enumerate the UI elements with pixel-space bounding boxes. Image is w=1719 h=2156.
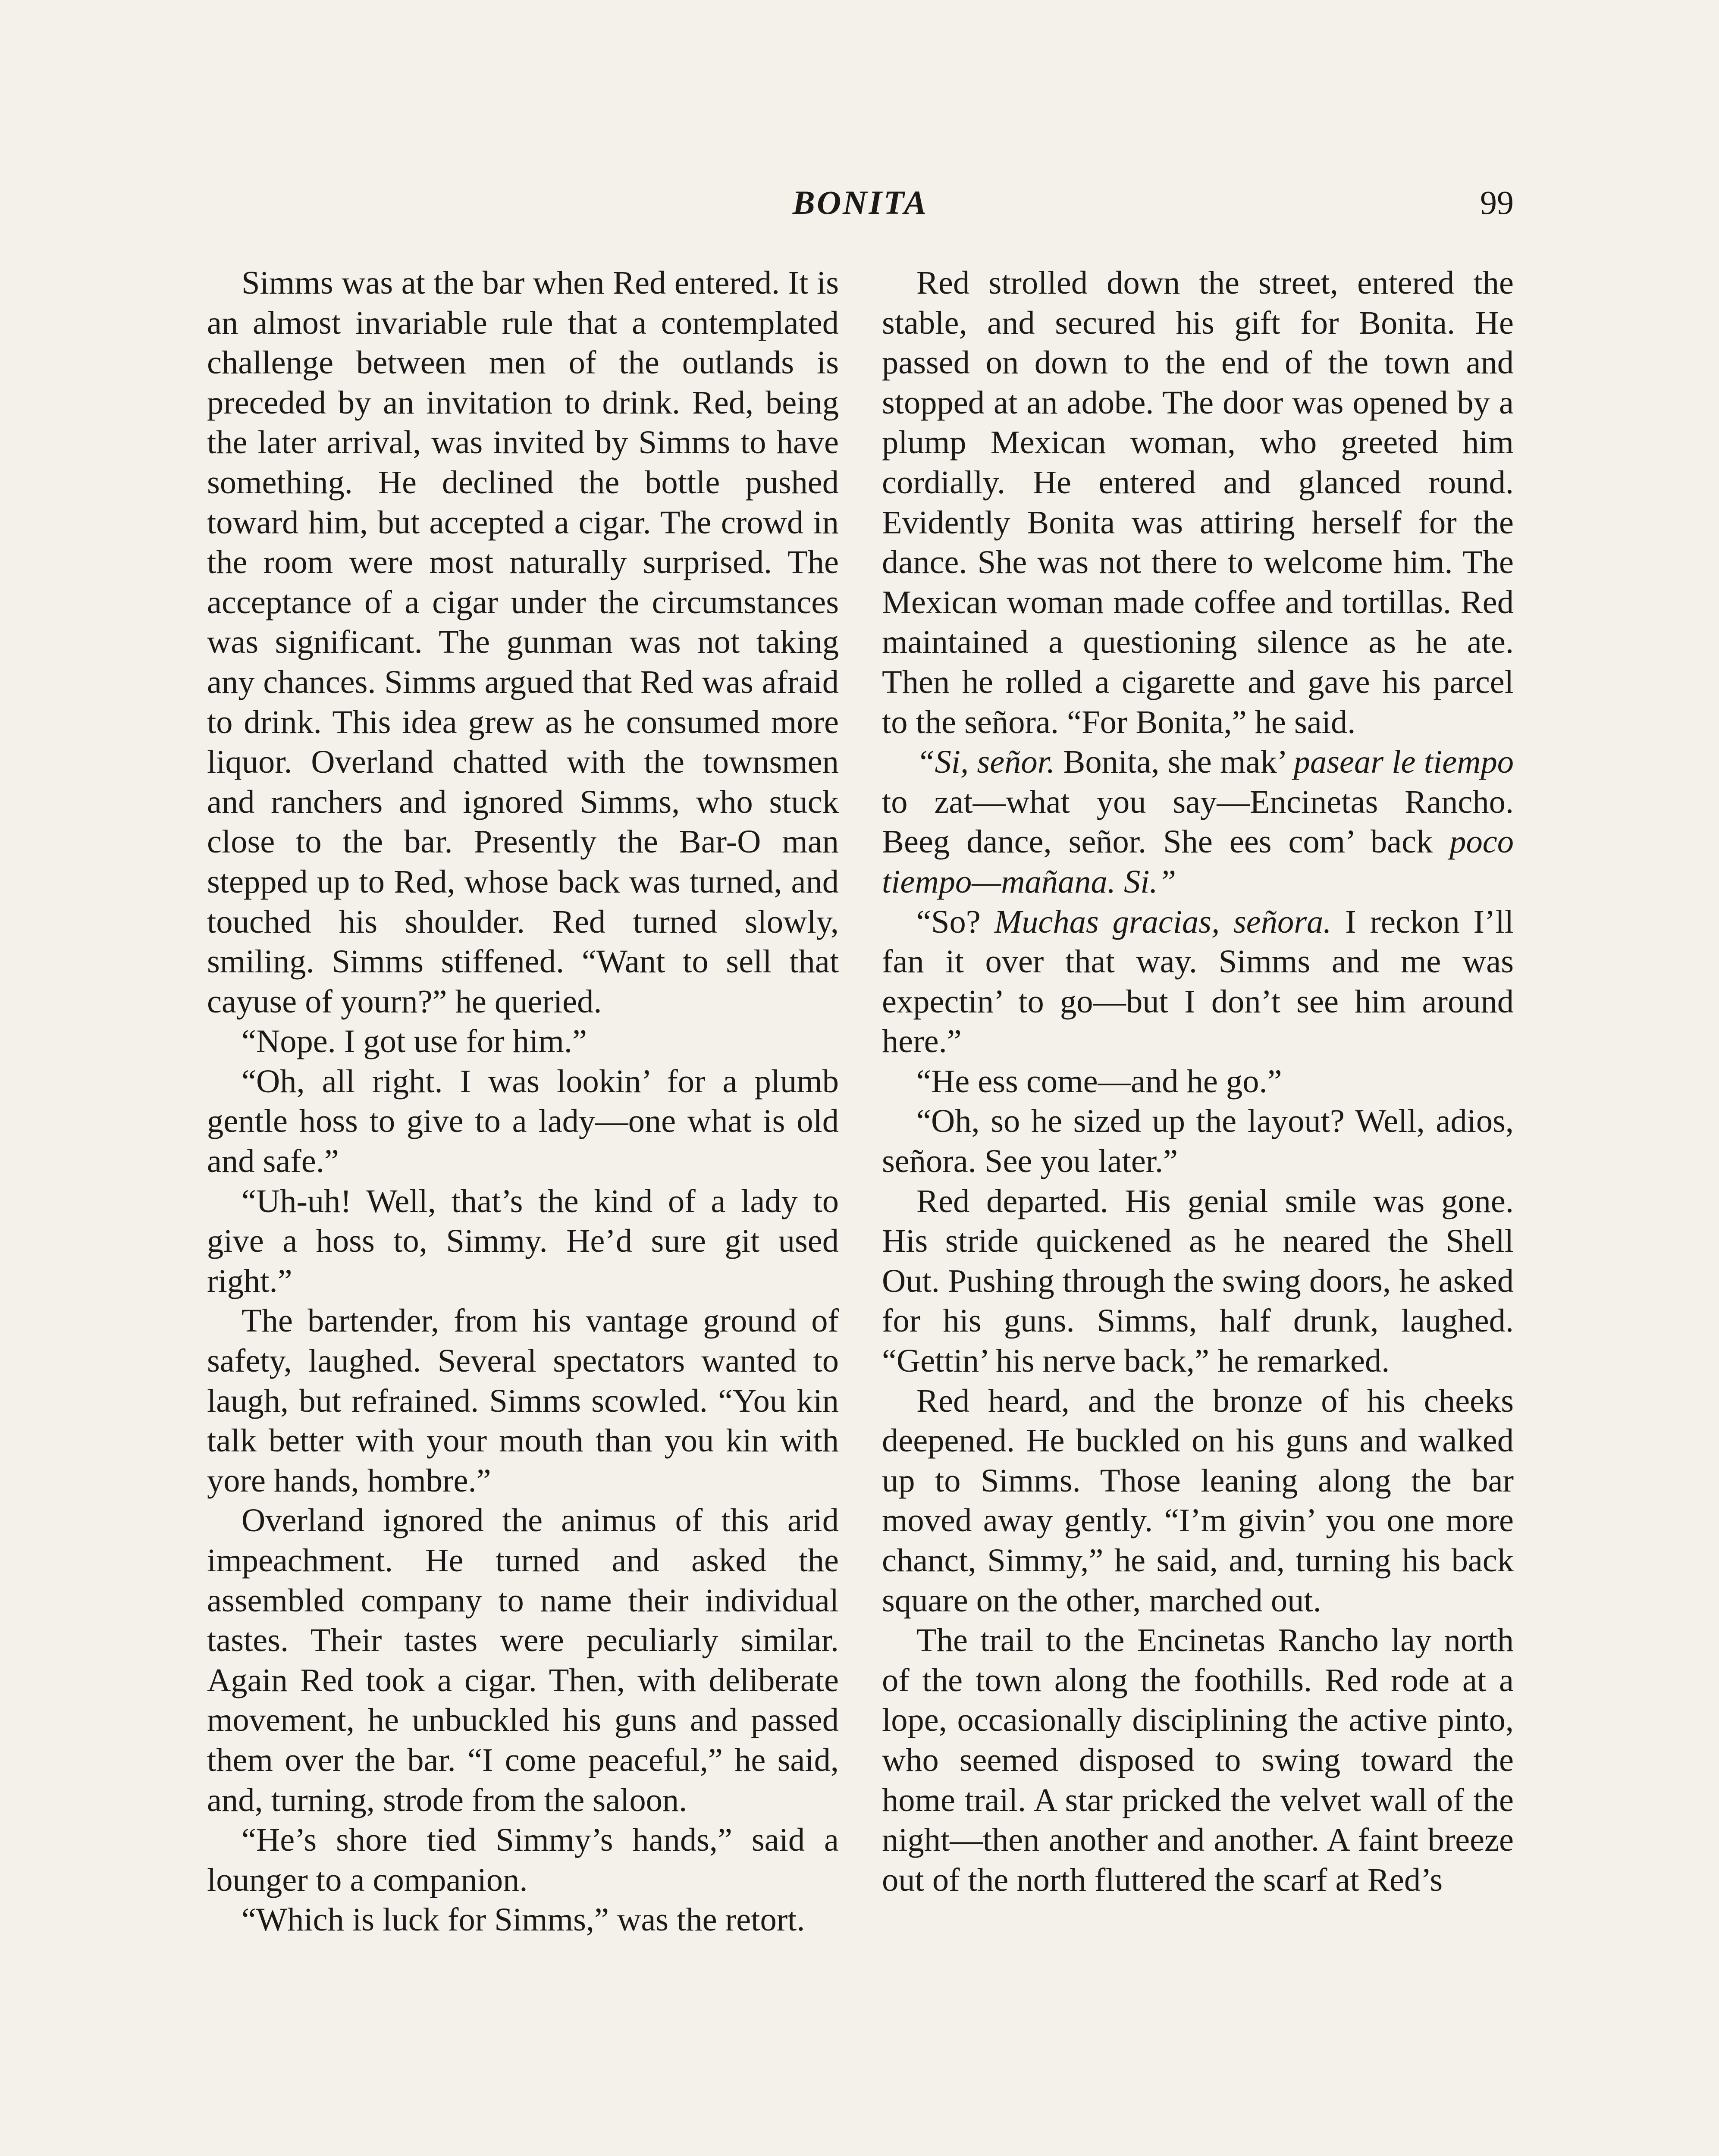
column-right — [882, 263, 1514, 2156]
text-columns — [207, 263, 1514, 2156]
italic-span: “Si, señor. — [916, 743, 1055, 780]
paragraph: “Oh, so he sized up the layout? Well, adios, señora. See you later.” — [882, 1103, 1514, 1180]
paragraph: The trail to the Encinetas Rancho lay north of the town along the foothills. Red rode at a lope, occasionally disciplining the active pinto, who seemed disposed to swing toward the home trail. A star pricked the velvet wall of the night—then another and another. A faint breeze out of the north fluttered the scarf at Red’s — [882, 1622, 1514, 1898]
text-span: Bonita, she mak’ — [1055, 743, 1294, 780]
italic-span: poco tiempo—mañana. Si.” — [882, 823, 1514, 900]
page-header — [207, 183, 1514, 231]
paragraph: “Oh, all right. I was lookin’ for a plumb gentle hoss to give to a lady—one what is old and safe.” — [207, 1062, 839, 1180]
text-span: “So? — [916, 903, 994, 940]
paragraph: “Nope. I got use for him.” — [242, 1023, 587, 1060]
paragraph: Red heard, and the bronze of his cheeks deepened. He buckled on his guns and walked up to Simms. Those leaning along the bar moved away gently. “I’m givin’ you one more chanct, Simmy,” he said, and, turning his back square on the other, marched out. — [882, 1382, 1514, 1619]
paragraph: “Which is luck for Simms,” was the retort. — [242, 1901, 805, 1938]
paragraph — [882, 902, 1514, 1062]
paragraph: “He’s shore tied Simmy’s hands,” said a lounger to a companion. — [207, 1821, 839, 1898]
page-number: 99 — [1480, 184, 1514, 221]
column-left — [207, 263, 839, 2156]
paragraph: “He ess come—and he go.” — [916, 1062, 1282, 1100]
text-span: I reckon I’ll fan it over that way. Simms and me was expectin’ to go—but I don’t see him around here.” — [882, 903, 1514, 1060]
paragraph: Simms was at the bar when Red entered. It is an almost invariable rule that a contemplated challenge between men of the outlands is preceded by an invitation to drink. Red, being the later arrival, was invited by Simms to have something. He declined the bottle pushed toward him, but accepted a cigar. The crowd in the room were most naturally surprised. The acceptance of a cigar under the circumstances was significant. The gunman was not taking any chances. Simms argued that Red was afraid to drink. This idea grew as he consumed more liquor. Overland chatted with the townsmen and ranchers and ignored Simms, who stuck close to the bar. Presently the Bar-O man stepped up to Red, whose back was turned, and touched his shoulder. Red turned slowly, smiling. Simms stiffened. “Want to sell that cayuse of yourn?” he queried. — [207, 264, 839, 1020]
paragraph — [882, 742, 1514, 902]
text-span: to zat—what you say—Encinetas Rancho. Beeg dance, señor. She ees com’ back — [882, 783, 1514, 860]
paragraph: “Uh-uh! Well, that’s the kind of a lady to give a hoss to, Simmy. He’d sure git used right.” — [207, 1182, 839, 1299]
paragraph: Red departed. His genial smile was gone. His stride quickened as he neared the Shell Out. Pushing through the swing doors, he asked for his guns. Simms, half drunk, laughed. “Gettin’ his nerve back,” he remarked. — [882, 1182, 1514, 1379]
paragraph: Overland ignored the animus of this arid impeachment. He turned and asked the assembled company to name their individual tastes. Their tastes were peculiarly similar. Again Red took a cigar. Then, with deliberate movement, he unbuckled his guns and passed them over the bar. “I come peaceful,” he said, and, turning, strode from the saloon. — [207, 1502, 839, 1818]
paragraph: Red strolled down the street, entered the stable, and secured his gift for Bonita. He passed on down to the end of the town and stopped at an adobe. The door was opened by a plump Mexican woman, who greeted him cordially. He entered and glanced round. Evidently Bonita was attiring herself for the dance. She was not there to welcome him. The Mexican woman made coffee and tortillas. Red maintained a questioning silence as he ate. Then he rolled a cigarette and gave his parcel to the señora. “For Bonita,” he said. — [882, 264, 1514, 740]
italic-span: Muchas gracias, señora. — [994, 903, 1332, 940]
paragraph: The bartender, from his vantage ground of safety, laughed. Several spectators wanted to laugh, but refrained. Simms scowled. “You kin talk better with your mouth than you kin with yore hands, hombre.” — [207, 1302, 839, 1499]
running-title: BONITA — [792, 184, 929, 221]
italic-span: pasear le tiempo — [1293, 743, 1514, 780]
